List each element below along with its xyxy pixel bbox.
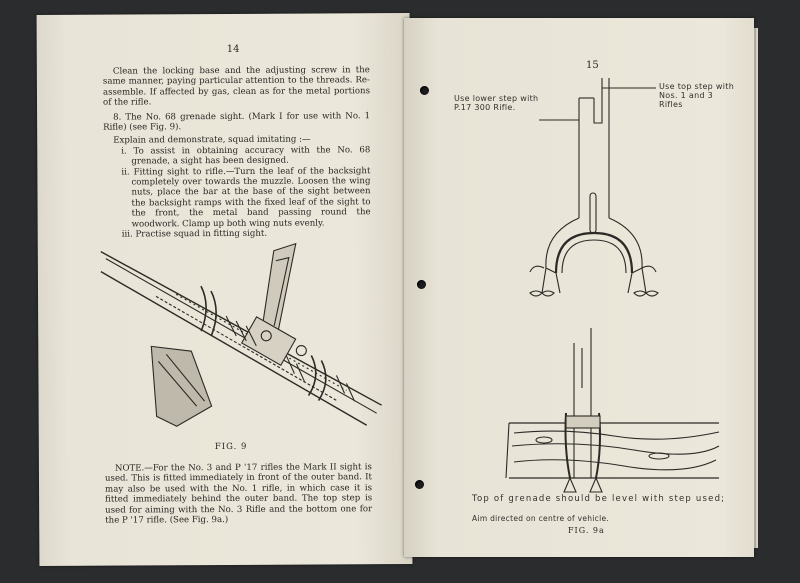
- diagram-caption-line: Top of grenade should be level with step used;: [472, 494, 726, 504]
- left-page: [37, 13, 413, 566]
- annotation-lower-step: Use lower step with P.17 300 Rifle.: [454, 94, 539, 112]
- list-item-text: Fitting sight to rifle.—Turn the leaf of the backsight completely over towards the muzzle. Loosen the wing nuts, place the bar at the base of the sight between the backsight ramps with the fixed leaf of the sight to the front, the metal band passing round the woodwork. Clamp up both wing nuts evenly.: [131, 165, 371, 230]
- list-item-text: To assist in obtaining accuracy with the No. 68 grenade, a sight has been designed.: [131, 145, 371, 167]
- list-item-number: ii.: [121, 167, 130, 178]
- binding-hole: [420, 86, 429, 95]
- binding-hole: [417, 280, 426, 289]
- list-item-number: iii.: [121, 229, 133, 240]
- figure-caption: FIG. 9: [214, 441, 248, 453]
- list-item: [103, 145, 370, 167]
- list-item-number: i.: [121, 146, 127, 157]
- page-number: 14: [226, 43, 240, 55]
- right-page: [404, 18, 754, 557]
- list-item: [103, 166, 370, 230]
- grenade-sight-diagram: [484, 68, 734, 498]
- body-text-block: [103, 65, 371, 240]
- figure-caption: FIG. 9a: [568, 526, 605, 535]
- paragraph: Clean the locking base and the adjusting screw in the same manner, paying particular attention to the threads. Re-assemble. If affected by gas, clean as for the metal portions of the rifle.: [102, 65, 370, 108]
- binding-hole: [415, 480, 424, 489]
- note-paragraph: [105, 462, 372, 526]
- rifle-sight-illustration: [96, 235, 387, 437]
- instruction-line: Explain and demonstrate, squad imitating :—: [113, 134, 311, 147]
- section-heading: 8. The No. 68 grenade sight. (Mark I for use with No. 1 Rifle) (see Fig. 9).: [103, 110, 371, 133]
- diagram-caption-line: Aim directed on centre of vehicle.: [472, 514, 610, 523]
- annotation-top-step: Use top step with Nos. 1 and 3 Rifles: [659, 82, 735, 109]
- note-text: NOTE.—For the No. 3 and P '17 rifles the Mark II sight is used. This is fitted immediately in front of the outer band. It may also be used with the No. 1 rifle, in which case it is fitted immediately behind the outer band. The top step is used for aiming with the No. 3 Rifle and the bottom one for the P '17 rifle. (See Fig. 9a.): [104, 462, 373, 526]
- list-item-text: Practise squad in fitting sight.: [135, 228, 268, 240]
- page-number: 15: [586, 60, 599, 71]
